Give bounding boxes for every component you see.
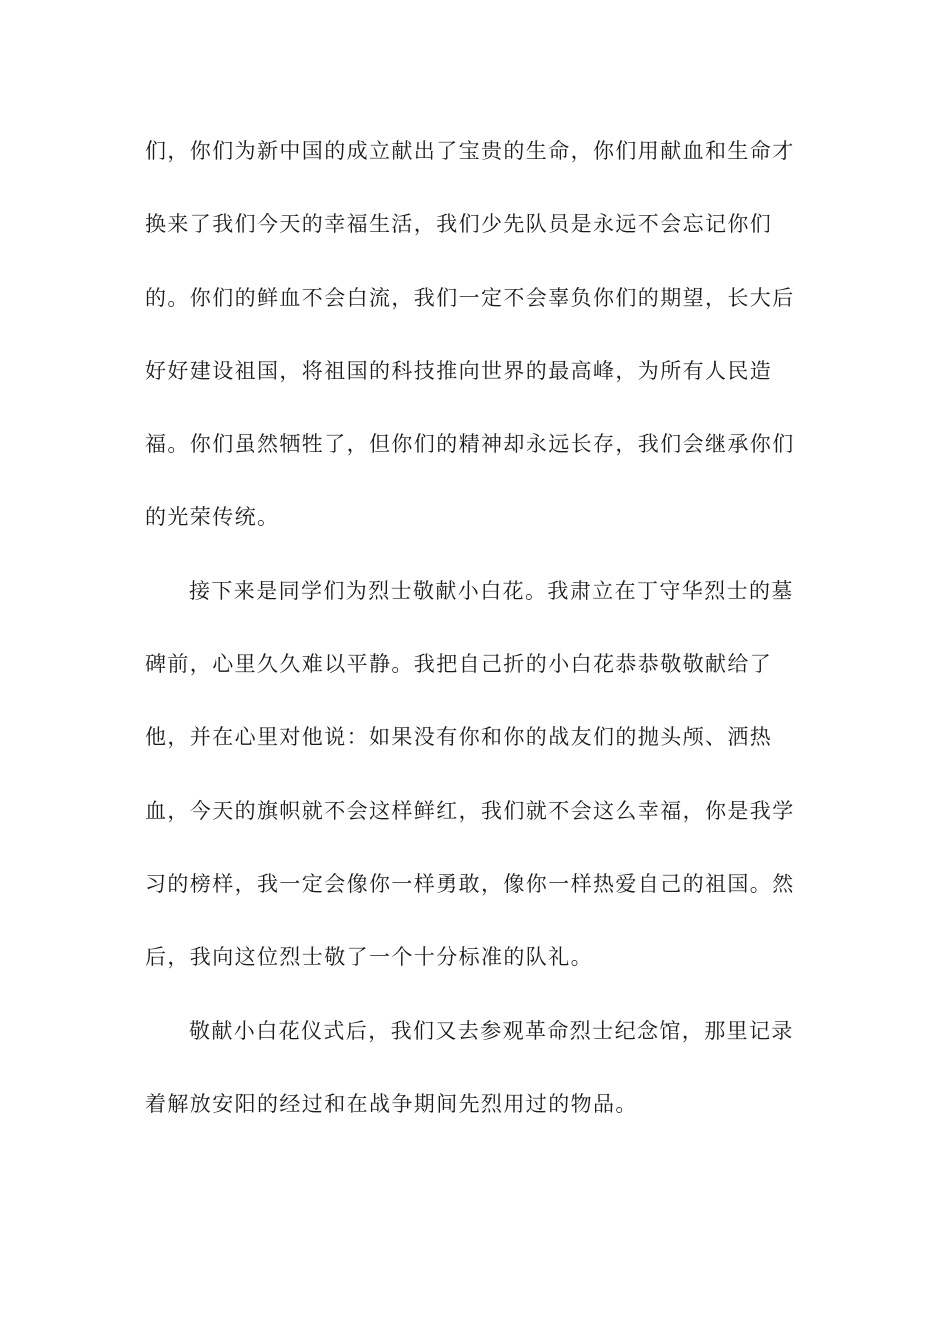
paragraph-first-line: 接下来是同学们为烈士敬献小白花。我肃立在丁守华烈士的墓 (189, 578, 794, 603)
text-line: 他，并在心里对他说：如果没有你和你的战友们的抛头颅、洒热 (145, 725, 773, 750)
text-line: 习的榜样，我一定会像你一样勇敢，像你一样热爱自己的祖国。然 (145, 871, 795, 896)
paragraph-first-line: 敬献小白花仪式后，我们又去参观革命烈士纪念馆，那里记录 (189, 1018, 794, 1043)
text-line: 们，你们为新中国的成立献出了宝贵的生命，你们用献血和生命才 (145, 139, 795, 163)
text-line: 着解放安阳的经过和在战争期间先烈用过的物品。 (145, 1091, 638, 1116)
text-line: 后，我向这位烈士敬了一个十分标准的队礼。 (145, 945, 593, 970)
text-line: 福。你们虽然牺牲了，但你们的精神却永远长存，我们会继承你们 (145, 432, 795, 457)
text-line: 碑前，心里久久难以平静。我把自己折的小白花恭恭敬敬献给了 (145, 652, 773, 677)
text-line: 血，今天的旗帜就不会这样鲜红，我们就不会这么幸福，你是我学 (145, 798, 795, 823)
text-line: 的。你们的鲜血不会白流，我们一定不会辜负你们的期望，长大后 (145, 285, 795, 310)
text-line: 换来了我们今天的幸福生活，我们少先队员是永远不会忘记你们 (145, 212, 773, 237)
body-text (145, 124, 805, 1150)
text-line: 好好建设祖国，将祖国的科技推向世界的最高峰，为所有人民造 (145, 358, 773, 383)
text-line: 的光荣传统。 (145, 505, 280, 530)
